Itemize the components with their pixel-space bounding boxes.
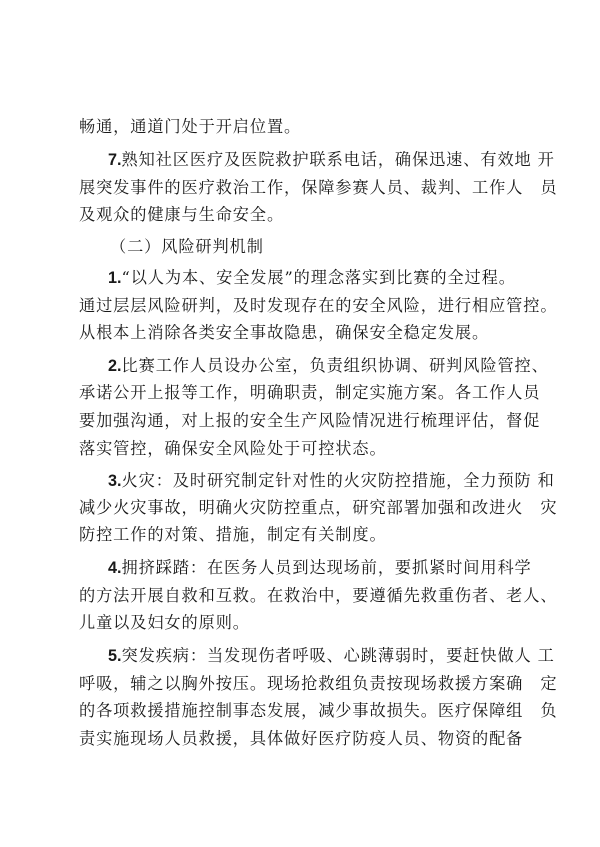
item-text: 比赛工作人员设办公室，负责组织协调、研判风险管控、 bbox=[121, 356, 549, 375]
item-text: 突发疾病：当发现伤者呼吸、心跳薄弱时，要赶快做人 工 bbox=[121, 646, 555, 665]
item-text: 拥挤踩踏：在医务人员到达现场前，要抓紧时间用科学 bbox=[121, 558, 532, 577]
section-heading: （二）风险研判机制 bbox=[110, 237, 264, 256]
item-2-line-2: 承诺公开上报等工作，明确职责，制定实施方案。各工作人员 bbox=[79, 383, 541, 402]
item-3-line-3: 防控工作的对策、措施，制定有关制度。 bbox=[79, 525, 387, 544]
item-number: 4. bbox=[108, 559, 122, 577]
item-5-line-3: 的各项救援措施控制事态发展，减少事故损失。医疗保障组 负 bbox=[79, 701, 558, 720]
item-number: 1. bbox=[108, 269, 122, 287]
item-5-line-2: 呼吸，辅之以胸外按压。现场抢救组负责按现场救援方案确 定 bbox=[79, 674, 558, 693]
item-2-line-4: 落实管控，确保安全风险处于可控状态。 bbox=[79, 439, 387, 458]
item-4-line-3: 儿童以及妇女的原则。 bbox=[79, 613, 250, 632]
item-5-line-4: 责实施现场人员救援，具体做好医疗防疫人员、物资的配备 bbox=[79, 729, 524, 748]
item-7-line-3: 及观众的健康与生命安全。 bbox=[79, 205, 285, 224]
item-number: 5. bbox=[108, 647, 122, 665]
paragraph-line: 畅通，通道门处于开启位置。 bbox=[79, 117, 302, 136]
item-text: 熟知社区医疗及医院救护联系电话，确保迅速、有效地 开 bbox=[121, 150, 555, 169]
item-4-line-2: 的方法开展自救和互救。在救治中，要遵循先救重伤者、老人、 bbox=[79, 586, 558, 605]
item-3-line-1 bbox=[108, 471, 555, 491]
item-number: 2. bbox=[108, 357, 122, 375]
item-1-line-3: 从根本上消除各类安全事故隐患，确保安全稳定发展。 bbox=[79, 323, 490, 342]
item-2-line-1 bbox=[108, 356, 549, 376]
item-text: “以人为本、安全发展”的理念落实到比赛的全过程。 bbox=[121, 268, 516, 287]
item-3-line-2: 减少火灾事故，明确火灾防控重点，研究部署加强和改进火 灾 bbox=[79, 498, 558, 517]
item-2-line-3: 要加强沟通，对上报的安全生产风险情况进行梳理评估，督促 bbox=[79, 411, 541, 430]
item-1-line-1 bbox=[108, 268, 516, 288]
item-text: 火灾：及时研究制定针对性的火灾防控措施，全力预防 和 bbox=[121, 471, 555, 490]
item-number: 3. bbox=[108, 472, 122, 490]
item-5-line-1 bbox=[108, 646, 555, 666]
item-4-line-1 bbox=[108, 558, 532, 578]
item-1-line-2: 通过层层风险研判，及时发现存在的安全风险，进行相应管控。 bbox=[79, 296, 558, 315]
item-number: 7. bbox=[108, 151, 122, 169]
item-7-line-2: 展突发事件的医疗救治工作，保障参赛人员、裁判、工作人 员 bbox=[79, 178, 558, 197]
item-7-line-1 bbox=[108, 150, 555, 170]
